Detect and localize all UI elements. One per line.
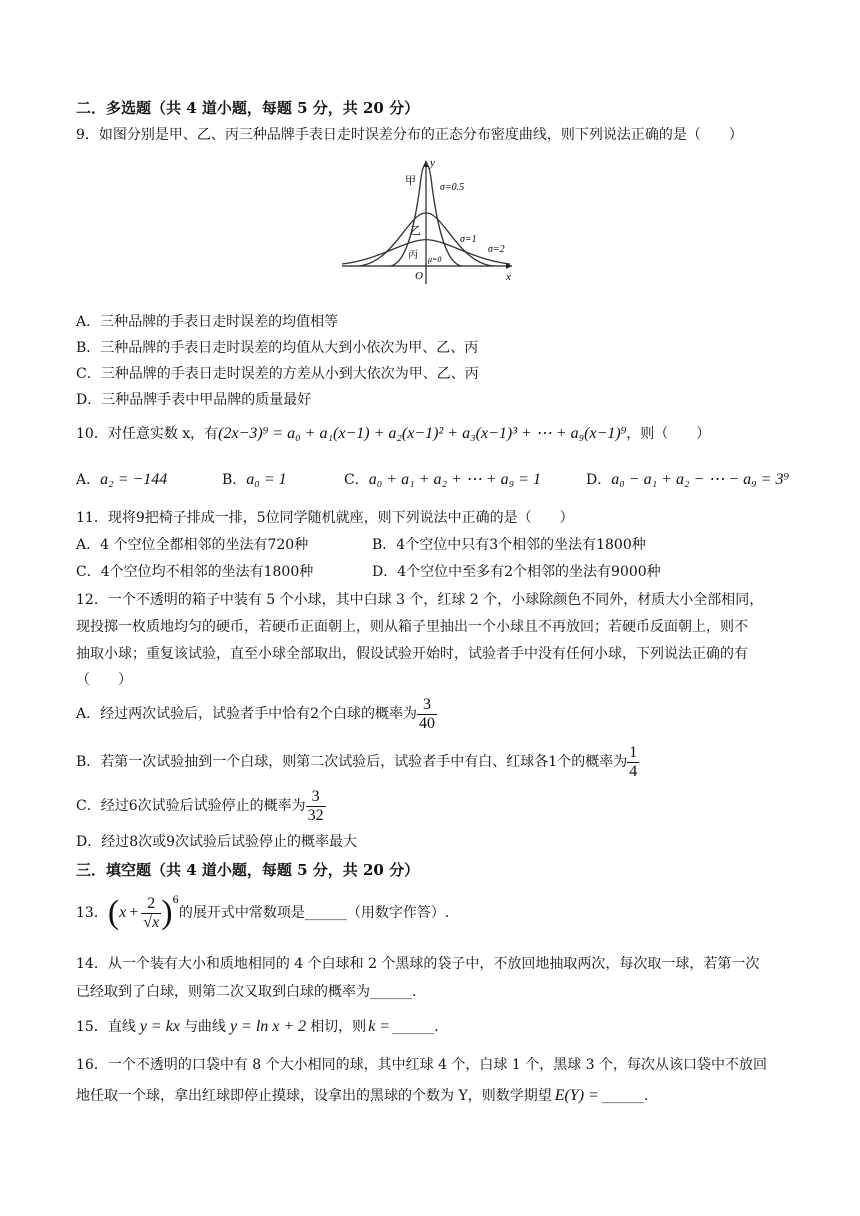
q9-option-c: C．三种品牌的手表日走时误差的方差从小到大依次为甲、乙、丙 bbox=[76, 366, 479, 382]
question-16-line-1: 16．一个不透明的口袋中有 8 个大小相同的球，其中红球 4 个，白球 1 个，黑球 3 个，每次从该口袋中不放回 bbox=[76, 1057, 768, 1073]
q10-option-c-label: C． bbox=[344, 472, 369, 488]
q16-expectation-expr: E(Y) = bbox=[554, 1087, 599, 1104]
q15-period: . bbox=[434, 1019, 439, 1035]
question-14-line-1: 14．从一个装有大小和质地相同的 4 个白球和 2 个黑球的袋子中，不放回地抽取两次，每次取一球，若第一次 bbox=[76, 956, 760, 972]
q13-fraction bbox=[141, 895, 161, 932]
q10-option-a-expr: a₂ = −144 bbox=[100, 471, 168, 488]
question-16-line-2 bbox=[76, 1086, 648, 1106]
q12-option-d: D．经过8次或9次试验后试验停止的概率最大 bbox=[76, 834, 358, 850]
fraction-numerator: 2 bbox=[141, 895, 161, 914]
question-12-line-2: 现投掷一枚质地均匀的硬币，若硬币正面朝上，则从箱子里抽出一个小球且不再放回；若硬币反面朝上，则不 bbox=[76, 619, 748, 635]
curve-label-jia: 甲 bbox=[405, 174, 416, 187]
q15-k-expr: k = bbox=[368, 1018, 391, 1035]
q10-option-b-label: B． bbox=[222, 472, 247, 488]
curve-label-yi: 乙 bbox=[410, 224, 421, 237]
q12-option-b bbox=[76, 742, 639, 782]
q16-text: 地任取一个球，拿出红球即停止摸球，设拿出的黑球的个数为 Y，则数学期望 bbox=[76, 1088, 552, 1104]
q12-option-b-text: B．若第一次试验抽到一个白球，则第二次试验后，试验者手中有白、红球各1个的概率为 bbox=[76, 754, 628, 770]
q9-option-d: D．三种品牌手表中甲品牌的质量最好 bbox=[76, 392, 312, 408]
q10-option-c bbox=[344, 470, 541, 490]
q9-option-a: A．三种品牌的手表日走时误差的均值相等 bbox=[76, 314, 339, 330]
q13-plus: + bbox=[129, 904, 139, 921]
origin-label: O bbox=[415, 270, 423, 282]
question-13: 13．(x + $\frac{2}{√x}$ )$^6$的展开式中常数项是______（用数字作答）. bbox=[76, 894, 450, 931]
q12-option-a-text: A．经过两次试验后，试验者手中恰有2个白球的概率为 bbox=[76, 706, 418, 722]
q13-tail: （用数字作答）. bbox=[346, 905, 450, 921]
q12-option-b-fraction bbox=[627, 744, 639, 781]
q10-lead: 10．对任意实数 x，有 bbox=[76, 426, 219, 442]
q12-option-a bbox=[76, 694, 437, 734]
section-title-multiple-choice: 二．多选题（共 4 道小题，每题 5 分，共 20 分） bbox=[76, 99, 420, 117]
section-title-fill-in: 三．填空题（共 4 道小题，每题 5 分，共 20 分） bbox=[76, 861, 420, 879]
q15-text-c: 相切，则 bbox=[310, 1019, 367, 1035]
q15-text-a: 15．直线 bbox=[76, 1019, 136, 1035]
fraction-denominator: 40 bbox=[419, 714, 436, 732]
q10-option-a bbox=[76, 470, 167, 490]
q11-option-b: B．4个空位中只有3个相邻的坐法有1800种 bbox=[372, 537, 646, 553]
question-10-stem bbox=[76, 424, 710, 444]
q10-tail: ，则（ ） bbox=[626, 426, 711, 442]
q10-option-d-label: D． bbox=[586, 472, 612, 488]
sigma-05-label: σ=0.5 bbox=[440, 182, 465, 193]
q13-number: 13． bbox=[76, 905, 108, 921]
question-15 bbox=[76, 1017, 439, 1037]
q12-option-c-text: C．经过6次试验后试验停止的概率为 bbox=[76, 798, 306, 814]
curve-label-bing: 丙 bbox=[408, 250, 418, 261]
fraction-numerator: 1 bbox=[629, 743, 638, 761]
question-12-line-4: （ ） bbox=[76, 672, 132, 688]
q10-option-a-label: A． bbox=[76, 472, 101, 488]
x-axis-label: x bbox=[506, 271, 511, 283]
question-12-line-3: 抽取小球；重复该试验，直至小球全部取出，假设试验开始时，试验者手中没有任何小球，下列说法正确的有 bbox=[76, 646, 748, 662]
q9-option-b: B．三种品牌的手表日走时误差的均值从大到小依次为甲、乙、丙 bbox=[76, 340, 479, 356]
q11-option-a: A．4 个空位全都相邻的坐法有720种 bbox=[76, 537, 309, 553]
q10-expression: (2x−3)⁹ = a₀ + a₁(x−1) + a₂(x−1)² + a₃(x−1)³ + ⋯ + a₉(x−1)⁹ bbox=[218, 425, 627, 442]
q10-option-b-expr: a₀ = 1 bbox=[246, 471, 287, 488]
normal-distribution-figure bbox=[338, 156, 518, 290]
q13-x: x bbox=[119, 904, 127, 921]
q10-option-d-expr: a₀ − a₁ + a₂ − ⋯ − a₉ = 3⁹ bbox=[611, 471, 790, 488]
q13-exponent: 6 bbox=[172, 895, 179, 906]
q12-option-a-fraction bbox=[417, 696, 437, 733]
sigma-2-label: σ=2 bbox=[488, 244, 505, 255]
fraction-denominator: √x bbox=[143, 913, 160, 931]
q15-text-b: 与曲线 bbox=[183, 1019, 226, 1035]
question-12-line-1: 12．一个不透明的箱子中装有 5 个小球，其中白球 3 个，红球 2 个，小球除颜色不同外，材质大小全部相同， bbox=[76, 592, 764, 608]
q12-option-c bbox=[76, 786, 326, 826]
sigma-1-label: σ=1 bbox=[460, 234, 477, 245]
q12-option-c-fraction bbox=[306, 788, 326, 825]
q11-option-c: C．4个空位均不相邻的坐法有1800种 bbox=[76, 564, 314, 580]
fraction-denominator: 4 bbox=[629, 762, 638, 780]
q10-option-b bbox=[222, 470, 287, 490]
fraction-denominator: 32 bbox=[307, 806, 324, 824]
q11-option-d: D．4个空位中至多有2个相邻的坐法有9000种 bbox=[372, 564, 661, 580]
question-11-stem: 11．现将9把椅子排成一排，5位同学随机就座，则下列说法中正确的是（ ） bbox=[76, 510, 574, 526]
q15-curve-expr: y = ln x + 2 bbox=[229, 1018, 307, 1035]
q10-option-c-expr: a₀ + a₁ + a₂ + ⋯ + a₉ = 1 bbox=[368, 471, 541, 488]
q16-answer-blank[interactable]: ______. bbox=[601, 1088, 649, 1104]
q15-answer-blank[interactable]: ______ bbox=[392, 1019, 435, 1035]
mu-label: μ=0 bbox=[428, 255, 442, 264]
q13-answer-blank[interactable]: ______ bbox=[304, 905, 347, 921]
q15-line-expr: y = kx bbox=[139, 1018, 180, 1035]
y-axis-label: y bbox=[430, 157, 435, 169]
q13-text: 的展开式中常数项是 bbox=[178, 905, 305, 921]
question-9-stem: 9．如图分别是甲、乙、丙三种品牌手表日走时误差分布的正态分布密度曲线，则下列说法正确的是（ ） bbox=[76, 127, 743, 143]
fraction-numerator: 3 bbox=[306, 788, 326, 807]
q10-option-d bbox=[586, 470, 789, 490]
question-14-line-2: 已经取到了白球，则第二次又取到白球的概率为______. bbox=[76, 984, 417, 1000]
fraction-numerator: 3 bbox=[417, 696, 437, 715]
